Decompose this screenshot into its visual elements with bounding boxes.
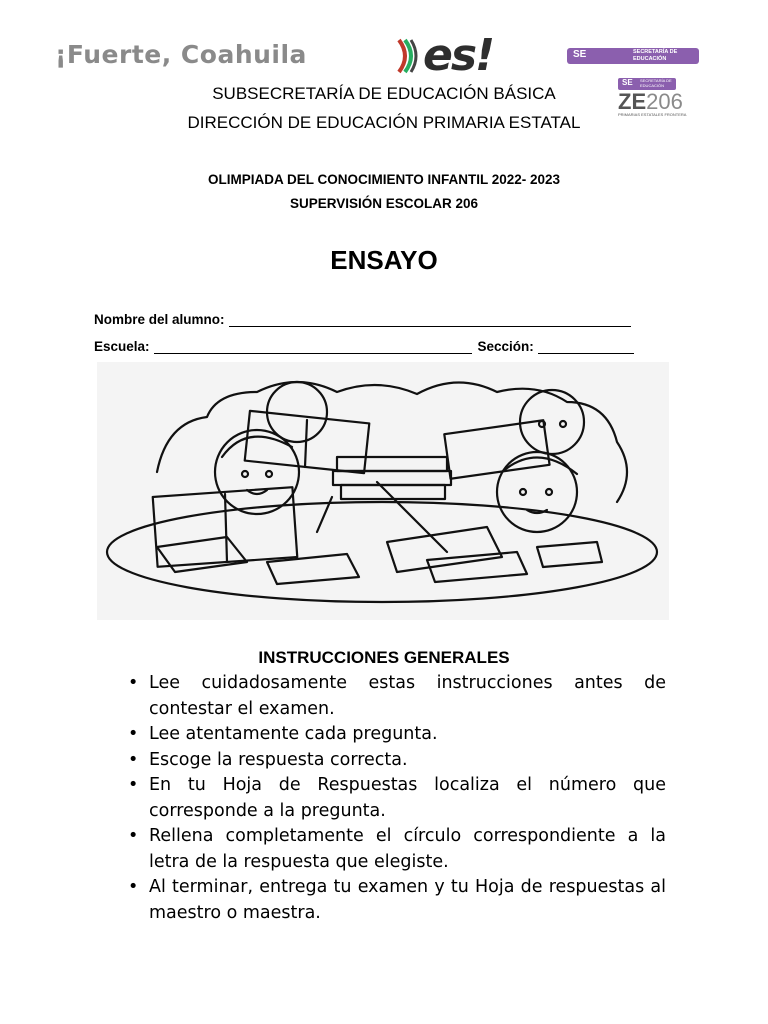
children-reading-illustration [97, 362, 669, 620]
direccion-heading: DIRECCIÓN DE EDUCACIÓN PRIMARIA ESTATAL [187, 113, 581, 132]
instruction-text: Al terminar, entrega tu examen y tu Hoja de respuestas al maestro o maestra. [149, 877, 666, 923]
bullet-icon: • [128, 877, 139, 897]
escuela-blank[interactable] [154, 339, 472, 354]
bullet-icon: • [128, 673, 139, 693]
instruction-text: Lee atentamente cada pregunta. [149, 724, 438, 744]
instructions-list [124, 671, 666, 926]
ze-small-text: PRIMARIAS ESTATALES FRONTERA [618, 112, 687, 117]
se-badge [567, 48, 699, 64]
bullet-icon: • [128, 775, 139, 795]
ze-digits: 206 [646, 89, 683, 114]
brand-slogan: ¡Fuerte, Coahuila [55, 40, 307, 69]
seccion-label: Sección: [477, 339, 534, 354]
bullet-icon: • [128, 724, 139, 744]
seccion-blank[interactable] [538, 339, 634, 354]
se-badge-sub: SECRETARÍA DE EDUCACIÓN [633, 49, 678, 62]
list-item [124, 875, 666, 926]
instructions-title: INSTRUCCIONES GENERALES [258, 648, 510, 667]
instruction-text: Escoge la respuesta correcta. [149, 749, 408, 770]
list-item [124, 824, 666, 875]
flag-stripes-icon [395, 38, 421, 74]
se-badge-label: SE [573, 49, 587, 60]
nombre-label: Nombre del alumno: [94, 312, 225, 327]
nombre-field-row [94, 312, 679, 327]
ze-se-sub: SECRETARÍA DE EDUCACIÓN [640, 78, 672, 88]
bullet-icon: • [128, 826, 139, 846]
nombre-blank[interactable] [229, 312, 631, 327]
ze-se-label: SE [622, 78, 633, 87]
header-banner [55, 30, 705, 81]
bullet-icon: • [128, 749, 139, 770]
brand-es-logo: es! [423, 30, 494, 81]
escuela-field-row [94, 339, 679, 354]
supervision-heading: SUPERVISIÓN ESCOLAR 206 [289, 196, 479, 211]
olimpiada-heading: OLIMPIADA DEL CONOCIMIENTO INFANTIL 2022- 2023 [207, 172, 561, 187]
instruction-text: En tu Hoja de Respuestas localiza el número que corresponde a la pregunta. [149, 775, 666, 821]
list-item [124, 722, 666, 748]
page-title: ENSAYO [330, 245, 438, 275]
list-item [124, 671, 666, 722]
instruction-text: Rellena completamente el círculo correspondiente a la letra de la respuesta que elegiste. [149, 826, 666, 872]
list-item [124, 773, 666, 824]
children-reading-icon [97, 362, 669, 620]
list-item [124, 748, 666, 774]
instruction-text: Lee cuidadosamente estas instrucciones antes de contestar el examen. [149, 673, 666, 719]
escuela-label: Escuela: [94, 339, 150, 354]
subsecretaria-heading: SUBSECRETARÍA DE EDUCACIÓN BÁSICA [212, 84, 556, 103]
ze-letters: ZE [618, 89, 647, 114]
